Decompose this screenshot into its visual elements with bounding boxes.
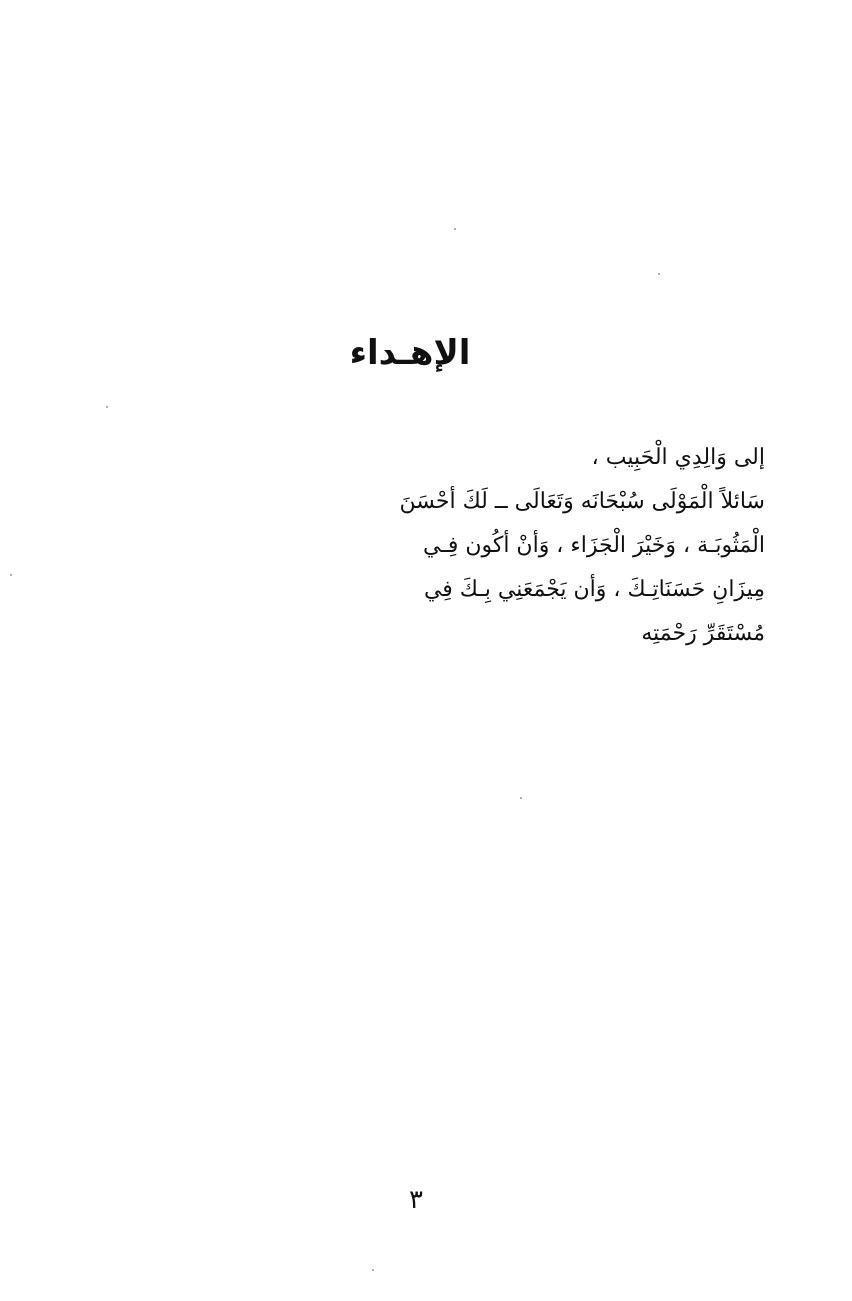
dedication-text [350,436,765,656]
paper-speck [658,273,660,275]
dedication-line-4: مِيزَانِ حَسَنَاتِـكَ ، وَأن يَجْمَعَنِي بِـكَ فِي [423,577,765,602]
dedication-line-2: سَائلاً الْمَوْلَى سُبْحَانَه وَتَعَالَى ــ لَكَ أحْسَنَ [399,489,765,514]
dedication-line-1: إلى وَالِدِي الْحَبِيب ، [591,445,765,470]
paper-speck [520,797,522,799]
dedication-title: الإهـداء [349,333,471,373]
paper-speck [372,1269,374,1271]
page-number: ٣ [409,1185,423,1215]
dedication-line-3: الْمَثُوبَـة ، وَخَيْرَ الْجَزَاء ، وَأنْ أكُون فِـي [423,533,765,558]
paper-speck [106,406,108,408]
dedication-line-5: مُسْتَقَرِّ رَحْمَتِه [641,621,765,646]
paper-speck [10,574,12,576]
paper-speck [454,228,456,230]
